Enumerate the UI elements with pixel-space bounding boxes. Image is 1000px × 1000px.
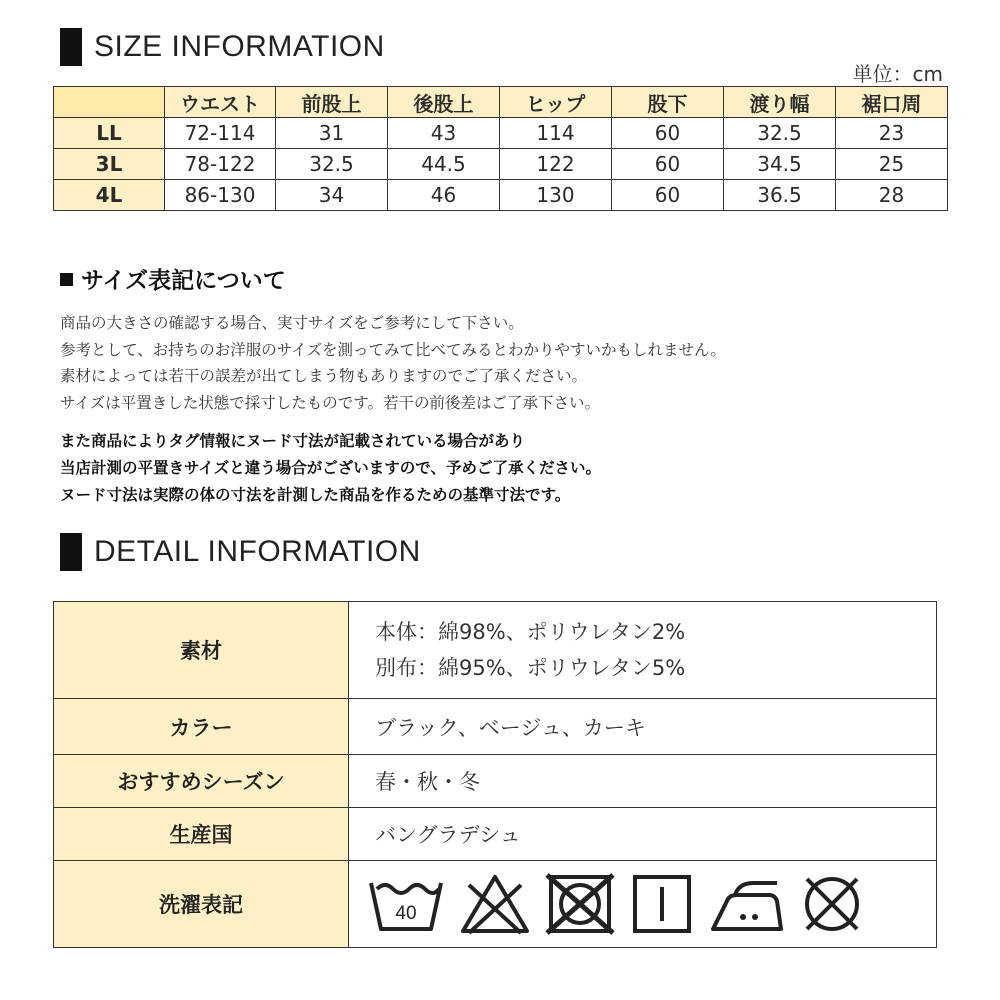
table-cell: 86-130 <box>165 180 276 211</box>
section-marker-bar <box>60 533 82 571</box>
size-label: LL <box>54 118 165 149</box>
size-section-header <box>60 27 385 67</box>
table-row <box>54 699 937 755</box>
color-value: ブラック、ベージュ、カーキ <box>349 699 937 755</box>
notice-line: 素材によっては若干の誤差が出てしまう物もありますのでご了承ください。 <box>60 367 588 385</box>
column-header-front-rise: 前股上 <box>276 87 388 118</box>
material-line: 本体：綿98%、ポリウレタン2% <box>375 620 686 644</box>
table-cell: 31 <box>276 118 388 149</box>
care-label: 洗濯表記 <box>54 861 349 948</box>
table-row <box>54 180 948 211</box>
notice-bold-line: また商品によりタグ情報にヌード寸法が記載されている場合があり <box>60 432 526 450</box>
size-notice-text <box>60 310 726 416</box>
table-cell: 46 <box>388 180 500 211</box>
table-cell: 23 <box>836 118 948 149</box>
material-label: 素材 <box>54 602 349 699</box>
size-label: 4L <box>54 180 165 211</box>
table-cell: 28 <box>836 180 948 211</box>
no-dry-clean-icon <box>799 873 865 935</box>
wash-temperature: 40 <box>395 903 417 924</box>
table-cell: 122 <box>500 149 612 180</box>
table-cell: 60 <box>612 149 724 180</box>
table-row <box>54 755 937 808</box>
material-value <box>349 602 937 699</box>
season-label: おすすめシーズン <box>54 755 349 808</box>
table-cell: 36.5 <box>724 180 836 211</box>
unit-label: 単位：cm <box>852 62 943 86</box>
table-row <box>54 861 937 948</box>
table-cell: 32.5 <box>276 149 388 180</box>
origin-value: バングラデシュ <box>349 808 937 861</box>
size-notice-title: サイズ表記について <box>81 268 286 294</box>
line-dry-icon <box>629 873 695 935</box>
section-marker-bar <box>60 28 82 66</box>
table-cell: 72-114 <box>165 118 276 149</box>
table-row <box>54 602 937 699</box>
notice-line: サイズは平置きした状態で採寸したものです。若干の前後差はご了承下さい。 <box>60 393 601 412</box>
table-cell: 114 <box>500 118 612 149</box>
table-cell: 44.5 <box>388 149 500 180</box>
notice-line: 商品の大きさの確認する場合、実寸サイズをご参考にして下さい。 <box>60 314 524 332</box>
size-section-title: SIZE INFORMATION <box>94 30 385 63</box>
season-value: 春・秋・冬 <box>349 755 937 808</box>
size-label: 3L <box>54 149 165 180</box>
table-cell: 60 <box>612 118 724 149</box>
notice-bold-line: 当店計測の平置きサイズと違う場合がございますので、予めご了承ください。 <box>60 459 601 477</box>
origin-label: 生産国 <box>54 808 349 861</box>
detail-section-title: DETAIL INFORMATION <box>94 535 421 568</box>
no-tumble-dry-icon <box>545 873 615 935</box>
square-bullet-icon <box>60 273 73 286</box>
size-table-corner <box>54 87 165 118</box>
table-cell: 130 <box>500 180 612 211</box>
column-header-waist: ウエスト <box>165 87 276 118</box>
size-notice-heading <box>60 262 286 295</box>
table-cell: 34 <box>276 180 388 211</box>
care-symbols <box>349 861 937 948</box>
column-header-hip: ヒップ <box>500 87 612 118</box>
table-row <box>54 118 948 149</box>
table-cell: 32.5 <box>724 118 836 149</box>
table-cell: 78-122 <box>165 149 276 180</box>
detail-table <box>53 601 937 948</box>
column-header-inseam: 股下 <box>612 87 724 118</box>
notice-bold-line: ヌード寸法は実際の体の寸法を計測した商品を作るための基準寸法です。 <box>60 486 571 504</box>
table-cell: 43 <box>388 118 500 149</box>
material-line: 別布：綿95%、ポリウレタン5% <box>375 656 686 680</box>
notice-line: 参考として、お持ちのお洋服のサイズを測ってみて比べてみるとわかりやすいかもしれません。 <box>60 340 726 359</box>
size-table <box>53 86 948 211</box>
detail-section-header <box>60 532 421 572</box>
column-header-thigh: 渡り幅 <box>724 87 836 118</box>
nude-size-notice <box>60 428 601 509</box>
column-header-back-rise: 後股上 <box>388 87 500 118</box>
no-bleach-icon <box>459 873 531 935</box>
table-cell: 25 <box>836 149 948 180</box>
iron-low-icon <box>709 873 785 935</box>
wash-40-icon <box>367 873 445 935</box>
color-label: カラー <box>54 699 349 755</box>
size-table-header-row <box>54 87 948 118</box>
column-header-hem: 裾口周 <box>836 87 948 118</box>
table-row <box>54 149 948 180</box>
table-row <box>54 808 937 861</box>
table-cell: 34.5 <box>724 149 836 180</box>
table-cell: 60 <box>612 180 724 211</box>
